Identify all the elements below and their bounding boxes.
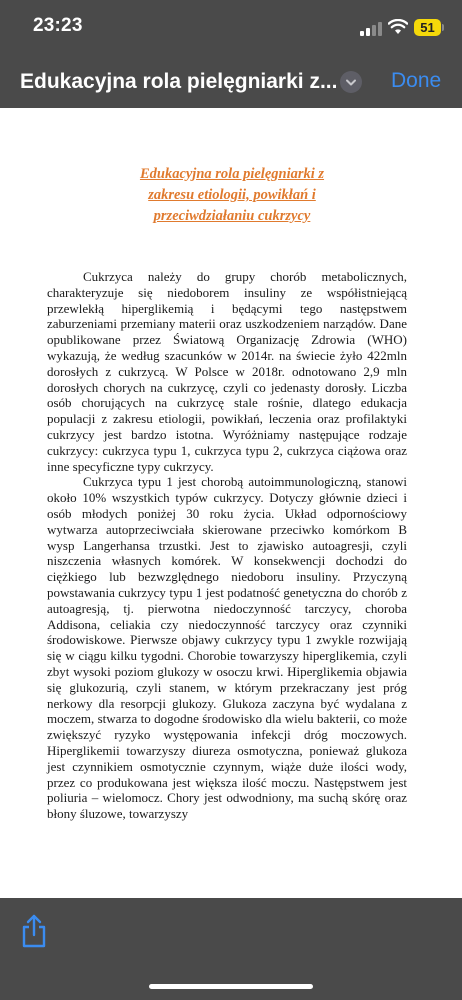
title-menu-button[interactable] bbox=[340, 71, 362, 93]
document-heading-text: Edukacyjna rola pielęgniarki z zakresu etiologii, powikłań i przeciwdziałaniu cukrzycy bbox=[139, 166, 325, 224]
document-title: Edukacyjna rola pielęgniarki z... bbox=[20, 70, 338, 93]
document-body bbox=[47, 269, 407, 822]
document-heading bbox=[120, 164, 344, 227]
document-page[interactable] bbox=[0, 108, 462, 898]
status-bar bbox=[0, 0, 462, 56]
nav-bar bbox=[0, 56, 462, 108]
chevron-down-icon bbox=[340, 71, 362, 93]
signal-icon bbox=[360, 22, 382, 36]
bottom-toolbar bbox=[0, 898, 462, 1000]
done-button[interactable]: Done bbox=[391, 69, 442, 92]
home-indicator bbox=[149, 984, 313, 989]
battery-tip bbox=[442, 24, 444, 31]
share-icon[interactable] bbox=[20, 914, 48, 948]
battery-icon: 51 bbox=[414, 19, 441, 36]
paragraph: Cukrzyca należy do grupy chorób metabolicznych, charakteryzuje się niedoborem insuliny ze współistniejącą przewlekłą hiperglikemią i będącymi tego następstwem zaburzeniami przemiany materii oraz uszkodzeniem narządów. Dane opublikowane przez Światową Organizację Zdrowia (WHO) wykazują, że według szacunków w 2014r. na świecie żyło 422mln dorosłych z cukrzycą. W Polsce w 2018r. odnotowano 2,9 mln dorosłych chorych na cukrzycę, czyli co jedenasty dorosły. Liczba osób chorujących na cukrzycę stale rośnie, dlatego edukacja populacji z zakresu etiologii, powikłań, leczenia oraz profilaktyki cukrzycy jest bardzo istotna. Wyróżniamy następujące rodzaje cukrzycy: cukrzyca typu 1, cukrzyca typu 2, cukrzyca ciążowa oraz inne specyficzne typy cukrzycy. bbox=[47, 269, 407, 474]
wifi-icon bbox=[388, 19, 408, 35]
paragraph: Cukrzyca typu 1 jest chorobą autoimmunologiczną, stanowi około 10% wszystkich typów cukrzycy. Dotyczy głównie dzieci i osób młodych poniżej 30 roku życia. Układ odpornościowy wytwarza autoprzeciwciała skierowane przeciwko komórkom B wysp Langerhansa trzustki. Jest to zjawisko autoagresji, czyli niszczenia własnych komórek. W konsekwencji dochodzi do ciężkiego lub bezwzględnego niedoboru insuliny. Przyczyną powstawania cukrzycy typu 1 jest podatność genetyczna do chorób z autoagresją, tj. pierwotna niedoczynność tarczycy, choroba Addisona, celiakia czy niedoczynność tarczycy oraz czynniki środowiskowe. Pierwsze objawy cukrzycy typu 1 zwykle rozwijają się w ciągu kilku tygodni. Chorobie towarzyszy hiperglikemia, czyli zbyt wysoki poziom glukozy w osoczu krwi. Hiperglikemia objawia się glukozurią, czyli stanem, w którym przekraczany jest próg nerkowy dla resorpcji glukozy. Glukoza zaczyna być wydalana z moczem, stwarza to dogodne środowisko dla wielu bakterii, co może zwiększyć ryzyko występowania infekcji dróg moczowych. Hiperglikemii towarzyszy diureza osmotyczna, ponieważ glukoza jest czynnikiem osmotycznie czynnym, wiąże duże ilości wody, przez co produkowana jest większa ilość moczu. Następstwem jest poliuria – wielomocz. Chory jest odwodniony, ma suchą skórę oraz błony śluzowe, towarzyszy bbox=[47, 474, 407, 822]
status-time: 23:23 bbox=[33, 15, 83, 36]
